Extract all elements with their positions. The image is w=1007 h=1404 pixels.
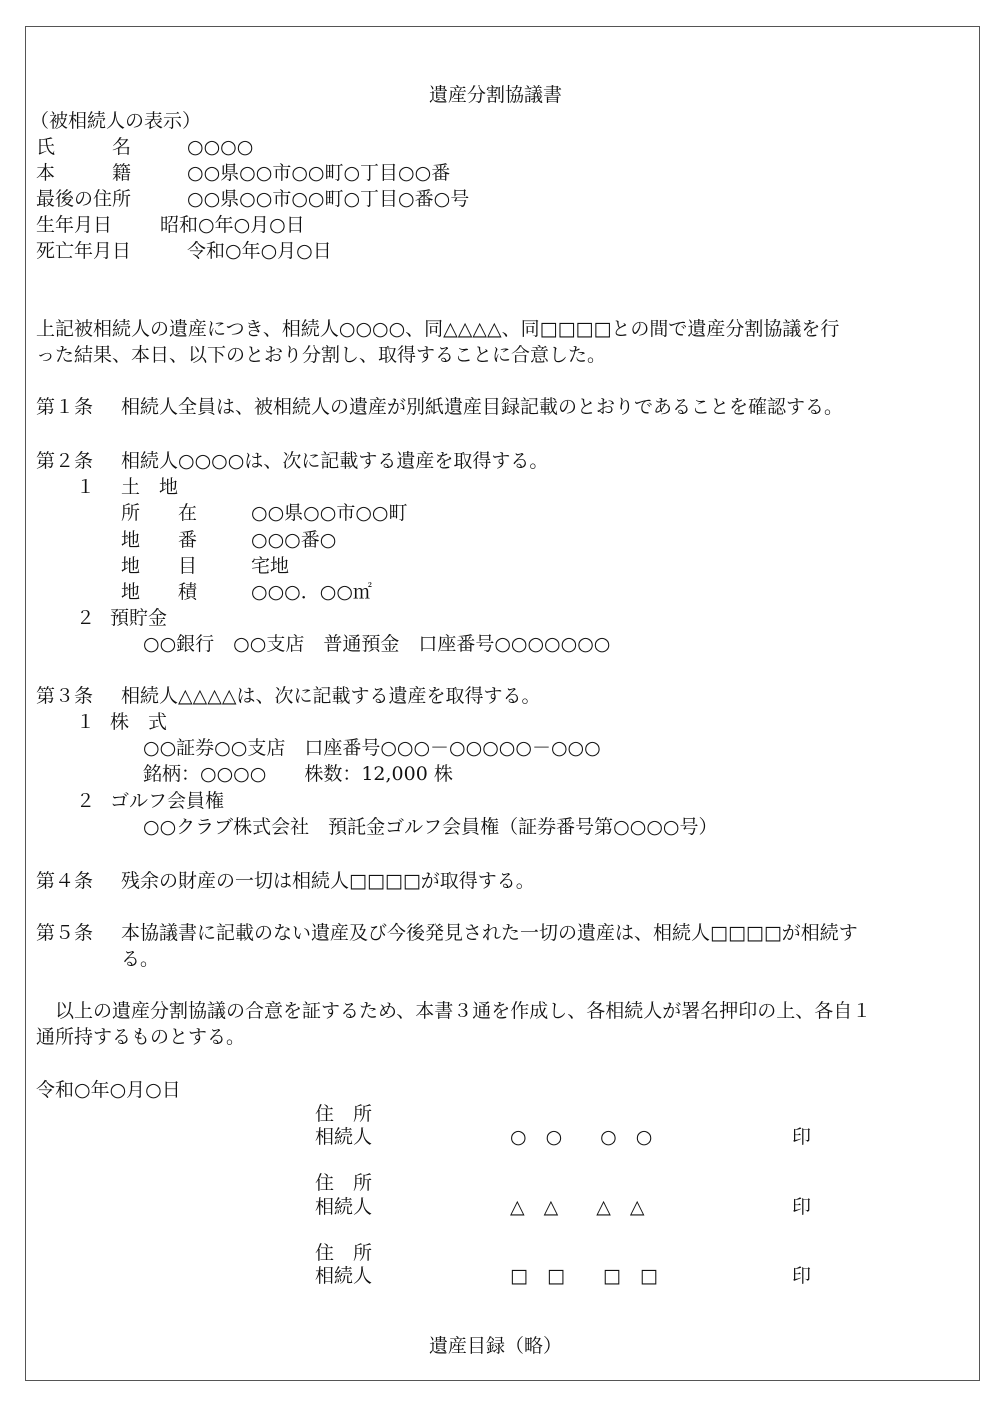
land-category-label: 地 目 (121, 555, 198, 577)
land-location-label: 所 在 (121, 502, 198, 524)
signatory-2-role-label: 相続人 (315, 1196, 373, 1218)
decedent-name-label: 氏 名 (36, 136, 132, 158)
article-2-item-1-name: 土 地 (121, 476, 179, 498)
decedent-name-value: ○○○○ (187, 136, 254, 158)
signatory-2-address-label: 住 所 (315, 1172, 373, 1194)
decedent-death-value: 令和○年○月○日 (187, 240, 332, 262)
article-2-item-2-name: 預貯金 (110, 607, 168, 629)
deposit-detail: ○○銀行 ○○支店 普通預金 口座番号○○○○○○○ (143, 633, 611, 655)
article-4-text: 残余の財産の一切は相続人□□□□が取得する。 (121, 870, 535, 892)
decedent-birth-label: 生年月日 (36, 214, 113, 236)
signatory-3-address-label: 住 所 (315, 1242, 373, 1264)
article-1-text: 相続人全員は、被相続人の遺産が別紙遺産目録記載のとおりであることを確認する。 (121, 396, 844, 418)
signatory-3-seal: 印 (792, 1265, 812, 1287)
preamble-line-2: った結果、本日、以下のとおり分割し、取得することに合意した。 (36, 344, 607, 366)
article-5-line-1: 本協議書に記載のない遺産及び今後発見された一切の遺産は、相続人□□□□が相続す (121, 922, 858, 944)
stock-account-detail: ○○証券○○支店 口座番号○○○－○○○○○－○○○ (143, 737, 601, 759)
article-1-label: 第１条 (36, 396, 94, 418)
land-lot-label: 地 番 (121, 529, 198, 551)
article-3-text: 相続人△△△△は、次に記載する遺産を取得する。 (121, 685, 541, 707)
article-3-label: 第３条 (36, 685, 94, 707)
land-area-label: 地 積 (121, 581, 198, 603)
decedent-death-label: 死亡年月日 (36, 240, 132, 262)
signatory-3-role-label: 相続人 (315, 1265, 373, 1287)
article-2-item-1-number: １ (76, 476, 96, 498)
golf-membership-detail: ○○クラブ株式会社 預託金ゴルフ会員権（証券番号第○○○○号） (143, 816, 718, 838)
land-lot-value: ○○○番○ (251, 529, 337, 551)
article-3-item-1-name: 株 式 (110, 711, 168, 733)
decedent-address-value: ○○県○○市○○町○丁目○番○号 (187, 188, 470, 210)
signatory-1-seal: 印 (792, 1126, 812, 1148)
signatory-2-name: △ △ △ △ (510, 1196, 645, 1218)
document-title: 遺産分割協議書 (429, 84, 563, 106)
closing-line-1: 以上の遺産分割協議の合意を証するため、本書３通を作成し、各相続人が署名押印の上、各自１ (36, 1000, 872, 1022)
article-5-line-2: る。 (121, 948, 160, 970)
stock-holding-detail: 銘柄：○○○○ 株数：12,000 株 (143, 763, 453, 785)
estate-inventory-note: 遺産目録（略） (429, 1335, 563, 1357)
decedent-birth-value: 昭和○年○月○日 (160, 214, 305, 236)
land-area-value: ○○○．○○㎡ (251, 581, 372, 603)
article-2-label: 第２条 (36, 450, 94, 472)
article-3-item-2-name: ゴルフ会員権 (110, 790, 225, 812)
signatory-1-role-label: 相続人 (315, 1126, 373, 1148)
article-3-item-2-number: ２ (76, 790, 96, 812)
signatory-1-name: ○ ○ ○ ○ (510, 1126, 653, 1148)
decedent-domicile-label: 本 籍 (36, 162, 132, 184)
signatory-1-address-label: 住 所 (315, 1103, 373, 1125)
land-category-value: 宅地 (251, 555, 290, 577)
article-5-label: 第５条 (36, 922, 94, 944)
decedent-address-label: 最後の住所 (36, 188, 132, 210)
article-2-text: 相続人○○○○は、次に記載する遺産を取得する。 (121, 450, 549, 472)
preamble-line-1: 上記被相続人の遺産につき、相続人○○○○、同△△△△、同□□□□との間で遺産分割協議を行 (36, 318, 840, 340)
signatory-3-name: □ □ □ □ (510, 1265, 658, 1287)
decedent-domicile-value: ○○県○○市○○町○丁目○○番 (187, 162, 451, 184)
signatory-2-seal: 印 (792, 1196, 812, 1218)
article-4-label: 第４条 (36, 870, 94, 892)
land-location-value: ○○県○○市○○町 (251, 502, 408, 524)
article-3-item-1-number: １ (76, 711, 96, 733)
agreement-date: 令和○年○月○日 (36, 1079, 181, 1101)
closing-line-2: 通所持するものとする。 (36, 1026, 246, 1048)
article-2-item-2-number: ２ (76, 607, 96, 629)
decedent-heading: （被相続人の表示） (30, 110, 202, 132)
